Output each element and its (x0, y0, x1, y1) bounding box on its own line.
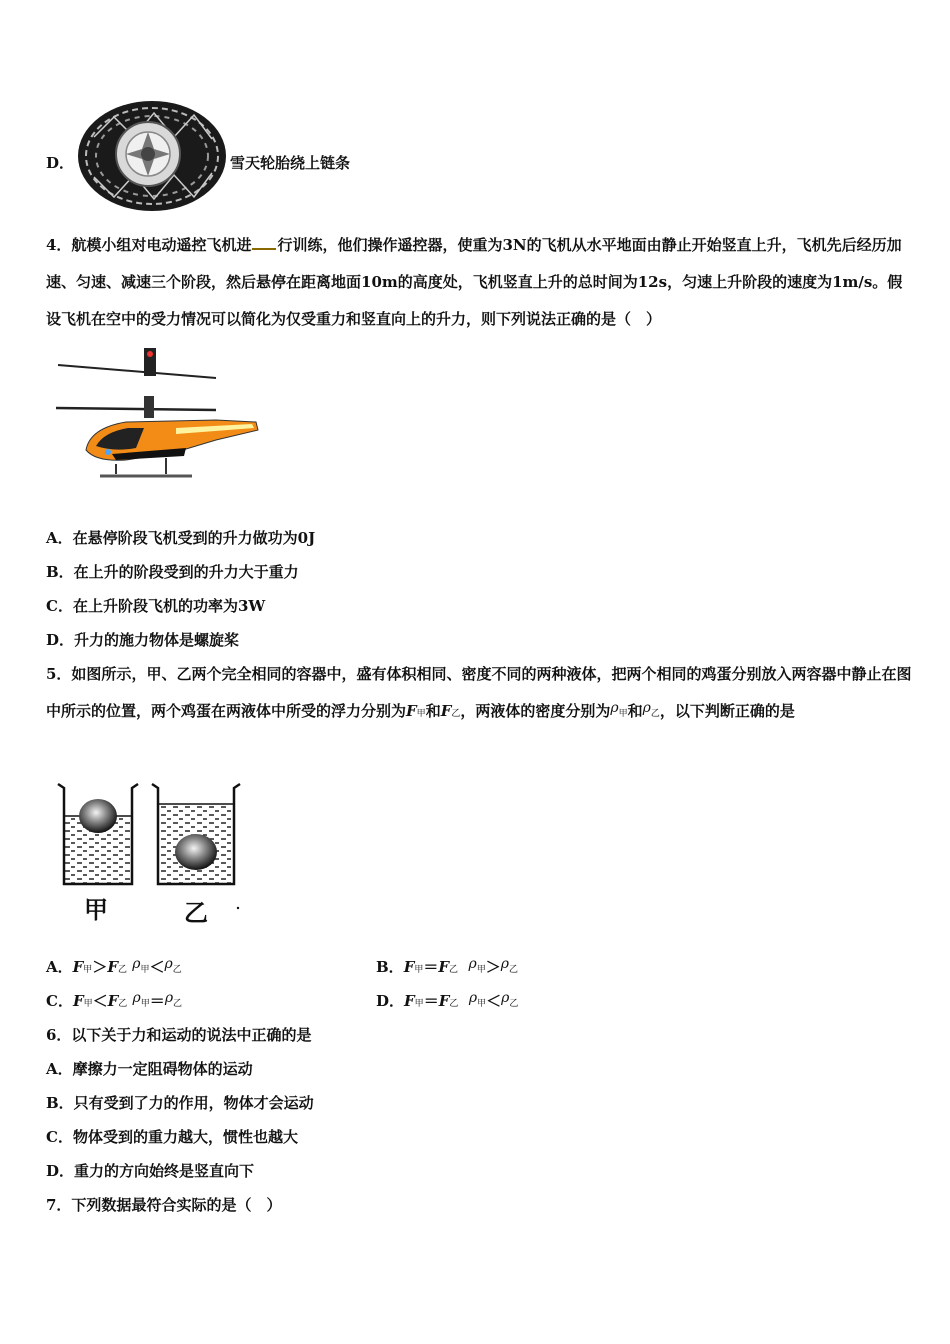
beakers-figure (52, 780, 244, 922)
sub-yi: 乙 (118, 999, 128, 1009)
q7-stem: 7．下列数据最符合实际的是（ ） (46, 1196, 282, 1214)
relation-rho: ＜ (486, 992, 502, 1010)
q6-option-c: C．物体受到的重力越大，惯性也越大 (46, 1128, 298, 1146)
relation-f: ＞ (92, 958, 108, 976)
q4-option-c: C．在上升阶段飞机的功率为3W (46, 597, 266, 615)
sub-jia: 甲 (476, 965, 486, 975)
relation-rho: ＞ (485, 958, 501, 976)
sub-jia: 甲 (477, 999, 487, 1009)
rho-symbol: ρ (132, 990, 141, 1006)
fill-blank (252, 236, 276, 250)
rho-symbol: ρ (164, 956, 173, 972)
q5-stem-b: ，两液体的密度分别为 (460, 702, 611, 720)
q5-option-a (46, 957, 182, 980)
relation-f: ＜ (92, 992, 108, 1010)
beaker-jia (58, 784, 138, 884)
rho-yi: ρ (642, 700, 651, 716)
rho-symbol: ρ (500, 956, 509, 972)
q6-option-d: D．重力的方向始终是竖直向下 (46, 1162, 255, 1180)
sub-jia: 甲 (140, 965, 150, 975)
rho-symbol: ρ (132, 956, 141, 972)
sub-yi: 乙 (451, 709, 461, 719)
rho-symbol: ρ (164, 990, 174, 1006)
sub-jia: 甲 (414, 965, 424, 975)
sub-jia: 甲 (414, 999, 424, 1009)
q6-option-a: A．摩擦力一定阻碍物体的运动 (46, 1060, 253, 1078)
q5-option-label: D． (376, 992, 405, 1010)
f-symbol: F (72, 958, 84, 976)
sub-yi: 乙 (449, 999, 459, 1009)
q5-he: 和 (425, 702, 441, 720)
q3-option-d-text: 雪天轮胎绕上链条 (230, 154, 351, 172)
q6-stem: 6．以下关于力和运动的说法中正确的是 (46, 1026, 312, 1044)
f-symbol: F (107, 958, 118, 976)
q6-option-b: B．只有受到了力的作用，物体才会运动 (46, 1094, 314, 1112)
sub-yi: 乙 (173, 999, 183, 1009)
rho-symbol: ρ (501, 990, 510, 1006)
q4-option-b: B．在上升的阶段受到的升力大于重力 (46, 563, 299, 581)
q4-option-a: A．在悬停阶段飞机受到的升力做功为0J (46, 529, 316, 547)
sub-jia: 甲 (83, 999, 93, 1009)
relation-rho: ＝ (149, 992, 165, 1010)
f-symbol: F (438, 992, 450, 1010)
q5-option-label: A． (46, 958, 73, 976)
f-symbol: F (404, 992, 415, 1010)
rho-symbol: ρ (468, 956, 477, 972)
q5-option-d (376, 991, 518, 1014)
sub-jia: 甲 (83, 965, 93, 975)
q5-option-c (46, 991, 182, 1014)
f-symbol: F (107, 992, 119, 1010)
q5-option-label: B． (376, 958, 404, 976)
relation-f: ＝ (423, 992, 439, 1010)
sub-yi: 乙 (117, 965, 127, 975)
rho-jia: ρ (610, 700, 619, 716)
q4-stem-part1: 4．航模小组对电动遥控飞机进 (46, 236, 252, 254)
sub-yi: 乙 (509, 965, 519, 975)
sub-jia: 甲 (416, 709, 426, 719)
f-symbol: F (72, 992, 84, 1010)
sub-yi: 乙 (172, 965, 182, 975)
relation-rho: ＜ (149, 958, 165, 976)
q4-stem-part2: 行训练，他们操作遥控器，使重为3N的飞机从水平地面由静止开始竖直上升，飞机先后经历加速、匀速、减速三个阶段，然后悬停在距离地面10m的高度处，飞机竖直上升的总时间为12s，匀速上升阶段的速度为1m/s。假设飞机在空中的受力情况可以简化为仅受重力和竖直向上的升力，则下列说法正确的是（ ） (46, 236, 903, 328)
q5-f-yi: F (440, 702, 452, 720)
sub-yi: 乙 (509, 999, 519, 1009)
q3-option-d-label: D． (46, 154, 75, 172)
relation-f: ＝ (423, 958, 439, 976)
q5-he: 和 (627, 702, 643, 720)
q5-stem (46, 656, 912, 733)
tire-chain-image (74, 97, 230, 215)
q5-option-b (376, 957, 518, 980)
f-symbol: F (403, 958, 415, 976)
figure-label-yi: 乙 (184, 899, 208, 927)
q4-option-d: D．升力的施力物体是螺旋桨 (46, 631, 240, 649)
q5-option-label: C． (46, 992, 73, 1010)
sub-yi: 乙 (449, 965, 459, 975)
sub-jia: 甲 (140, 999, 150, 1009)
q5-stem-a: 5．如图所示，甲、乙两个完全相同的容器中，盛有体积相同、密度不同的两种液体，把两个相同的鸡蛋分别放入两容器中静止在图中所示的位置，两个鸡蛋在两液体中所受的浮力分别为 (46, 665, 912, 720)
q4-stem (46, 227, 912, 338)
q5-stem-c: ，以下判断正确的是 (659, 702, 795, 720)
sub-yi: 乙 (650, 709, 660, 719)
f-symbol: F (438, 958, 450, 976)
q5-f-jia: F (406, 702, 417, 720)
helicopter-image (56, 348, 262, 488)
rho-symbol: ρ (468, 990, 478, 1006)
sub-jia: 甲 (618, 709, 628, 719)
figure-label-jia: 甲 (84, 896, 108, 924)
beaker-yi (152, 784, 240, 884)
